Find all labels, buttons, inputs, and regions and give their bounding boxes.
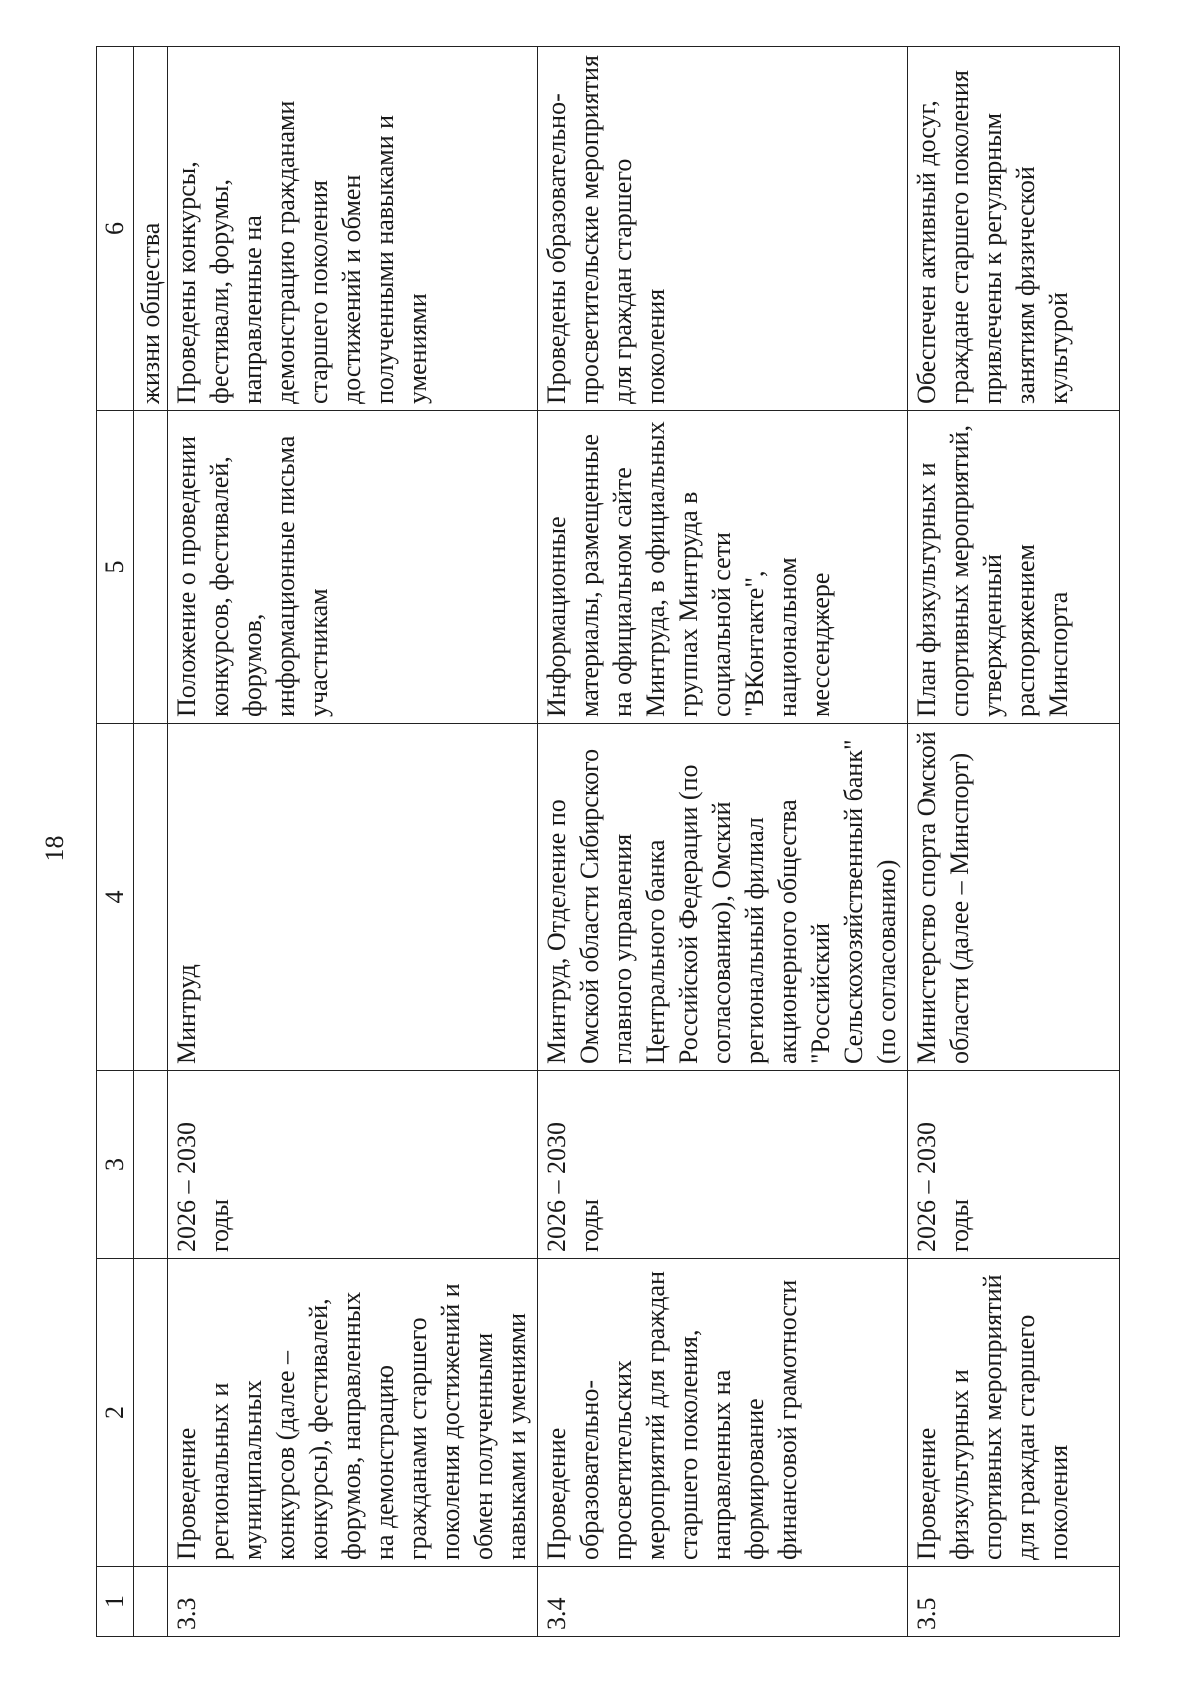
document-cell: Положение о проведении конкурсов, фестивалей, форумов, информационные письма участникам [168,411,538,724]
result-cell: Обеспечен активный досуг, граждане старшего поколения привлечены к регулярным занятиям физической культурой [908,47,1120,411]
table-header-row [97,47,134,1637]
carryover-cell: жизни общества [134,47,168,411]
column-header: 1 [97,1567,134,1637]
table-row [538,47,908,1637]
column-header: 2 [97,1259,134,1567]
event-cell: Проведение физкультурных и спортивных мероприятий для граждан старшего поколения [908,1259,1120,1567]
measures-table [96,46,1120,1637]
executor-cell: Минтруд [168,724,538,1071]
page-number: 18 [40,835,69,862]
executor-cell: Министерство спорта Омской области (далее – Минспорт) [908,724,1120,1071]
period-cell: 2026 – 2030 годы [168,1071,538,1259]
document-cell: План физкультурных и спортивных мероприятий, утвержденный распоряжением Минспорта [908,411,1120,724]
column-header: 3 [97,1071,134,1259]
table-row [908,47,1120,1637]
row-number-cell: 3.5 [908,1567,1120,1637]
row-number-cell: 3.4 [538,1567,908,1637]
table-row-carryover [134,47,168,1637]
result-cell: Проведены конкурсы, фестивали, форумы, направленные на демонстрацию гражданами старшего поколения достижений и обмен полученными навыками и умениями [168,47,538,411]
row-number-cell: 3.3 [168,1567,538,1637]
column-header: 6 [97,47,134,411]
period-cell: 2026 – 2030 годы [908,1071,1120,1259]
period-cell: 2026 – 2030 годы [538,1071,908,1259]
column-header: 5 [97,411,134,724]
document-cell: Информационные материалы, размещенные на официальном сайте Минтруда, в официальных группах Минтруда в социальной сети "ВКонтакте", национальном мессенджере [538,411,908,724]
table-row [168,47,538,1637]
column-header: 4 [97,724,134,1071]
result-cell: Проведены образовательно-просветительские мероприятия для граждан старшего поколения [538,47,908,411]
event-cell: Проведение образовательно-просветительских мероприятий для граждан старшего поколения, направленных на формирование финансовой грамотности [538,1259,908,1567]
executor-cell: Минтруд, Отделение по Омской области Сибирского главного управления Центрального банка Российской Федерации (по согласованию), Омский региональный филиал акционерного общества "Российский Сельскохозяйственный банк" (по согласованию) [538,724,908,1071]
event-cell: Проведение региональных и муниципальных конкурсов (далее – конкурсы), фестивалей, форумов, направленных на демонстрацию гражданами старшего поколения достижений и обмен полученными навыками и умениями [168,1259,538,1567]
